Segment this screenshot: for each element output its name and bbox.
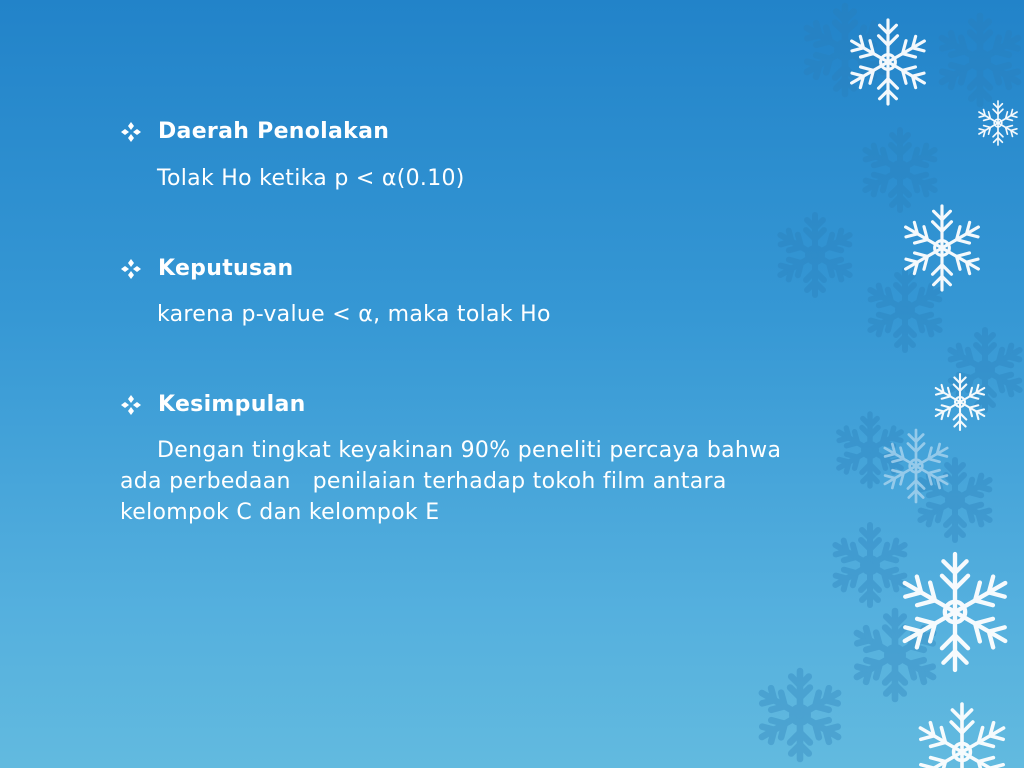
four-diamond-bullet-icon: [120, 258, 142, 280]
section-text-line: Tolak Ho ketika p < α(0.10): [157, 166, 465, 191]
bullet-heading-kesimpulan: [120, 392, 306, 417]
section-heading: Kesimpulan: [158, 392, 306, 417]
section-heading: Keputusan: [158, 256, 294, 281]
four-diamond-bullet-icon: [120, 394, 142, 416]
section-text-line: Dengan tingkat keyakinan 90% peneliti percaya bahwa: [157, 438, 782, 463]
four-diamond-bullet-icon: [120, 121, 142, 143]
section-heading: Daerah Penolakan: [158, 119, 390, 144]
bullet-heading-keputusan: [120, 256, 293, 281]
bullet-heading-daerah-penolakan: [120, 119, 389, 144]
section-text-line: ada perbedaan penilaian terhadap tokoh film antara: [120, 469, 727, 494]
section-text-line: karena p-value < α, maka tolak Ho: [157, 302, 551, 327]
section-text-line: kelompok C dan kelompok E: [120, 500, 440, 525]
